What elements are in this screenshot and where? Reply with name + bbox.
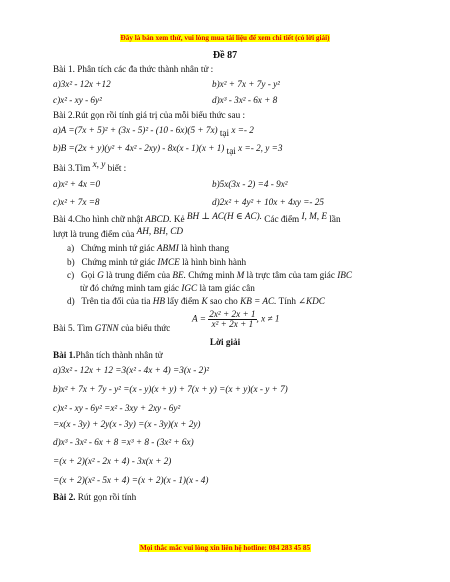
bai3-heading-text: Bài 3.Tìm [53, 163, 91, 173]
bai3-item-a: a)x² + 4x =0 [53, 179, 101, 189]
bai4-d-math4: ∠KDC [298, 296, 325, 306]
bai2-heading: Bài 2.Rút gọn rồi tính giá trị của mỗi biểu thức sau : [53, 110, 246, 120]
bai4-d-post2: sao cho [209, 296, 238, 306]
bai4-b-pre: Chứng minh tứ giác [81, 257, 156, 267]
bai3-item-c: c)x² + 7x =8 [53, 197, 100, 207]
bai4-perpendicular: BH ⊥ AC(H ∈ AC). [186, 211, 262, 221]
bai4-c-math3: M [236, 270, 245, 280]
bai4-intro2-text: lượt là trung điểm của [53, 229, 135, 239]
preview-notice-banner [0, 27, 450, 45]
bai2-b-expression: b)B =(2x + y)(y² + 4x² - 2xy) - 8x(x - 1)(x + 1) [53, 143, 225, 153]
sol1-line: =(x + 2)(x² - 2x + 4) - 3x(x + 2) [53, 456, 172, 466]
bai4-d-marker: d) [67, 296, 75, 306]
bai4-a-pre: Chứng minh tứ giác [81, 243, 155, 253]
bai1-heading: Bài 1. Phân tích các đa thức thành nhân tử : [53, 64, 214, 74]
bai5-heading-text: Bài 5. Tìm [53, 323, 93, 333]
bai4-item-d [67, 296, 325, 307]
bai4-intro-line2 [53, 226, 184, 240]
solution-title: Lời giải [209, 337, 241, 347]
bai4-d-math3: KB = AC. [240, 296, 277, 306]
bai2-item-a [53, 125, 254, 136]
bai1-item-c: c)x² - xy - 6y² [53, 95, 102, 105]
sol2-heading [53, 492, 136, 503]
sol1-heading-rest: Phân tích thành nhân tử [75, 350, 163, 360]
bai4-a-post: là hình thang [181, 243, 230, 253]
bai4-d-pre: Trên tia đối của tia [81, 296, 151, 306]
sol1-line: =x(x - 3y) + 2y(x - 3y) =(x - 3y)(x + 2y) [53, 419, 201, 429]
bai4-intro-text: Bài 4.Cho hình chữ nhật [53, 214, 143, 224]
bai4-item-b [67, 257, 246, 268]
bai1-item-b: b)x² + 7x + 7y - y² [212, 79, 280, 89]
bai4-ke: Kẻ [173, 214, 185, 224]
bai4-item-c [67, 270, 352, 281]
bai5-denominator: x² + 2x + 1 [211, 319, 254, 329]
bai4-d-post: lấy điểm [167, 296, 200, 306]
bai3-item-d: d)2x² + 4y² + 10x + 4xy =- 25 [212, 197, 324, 207]
bai4-item-a [67, 243, 229, 254]
bai2-a-expression: a)A =(7x + 5)² + (3x - 5)² - (10 - 6x)(5 + 7x) [53, 125, 218, 135]
hotline-banner [0, 537, 450, 555]
bai1-item-a: a)3x² - 12x +12 [53, 79, 111, 89]
bai3-heading-end: biết : [107, 163, 127, 173]
bai4-intro-line1 [53, 211, 341, 225]
bai5-lhs: A = [192, 313, 206, 324]
bai2-a-condition: x =- 2 [231, 125, 254, 135]
sol1-line: a)3x² - 12x + 12 =3(x² - 4x + 4) =3(x - 2)² [53, 365, 210, 375]
exam-title: Đề 87 [212, 50, 238, 61]
bai4-d-post3: Tính [278, 296, 296, 306]
bai2-b-condition: x =- 2, y =3 [238, 143, 283, 153]
bai3-heading [53, 159, 127, 174]
bai4-b-post: là hình bình hành [182, 257, 247, 267]
bai4-c-post2: Chứng minh [188, 270, 235, 280]
sol1-heading [53, 350, 163, 361]
bai3-vars: x, y [92, 159, 106, 169]
bai4-c-pre: Gọi [81, 270, 95, 280]
bai4-c2-post: là tam giác cân [199, 283, 255, 293]
sol1-line: c)x² - xy - 6y² =x² - 3xy + 2xy - 6y² [53, 403, 181, 413]
bai4-lan: lần [329, 214, 341, 224]
sol2-heading-rest: Rút gọn rồi tính [77, 492, 137, 502]
sol1-line: =(x + 2)(x² - 5x + 4) =(x + 2)(x - 1)(x - 4) [53, 475, 209, 485]
sol2-heading-label: Bài 2. [53, 492, 76, 502]
bai4-points: I, M, E [301, 211, 328, 221]
bai4-c-marker: c) [67, 270, 75, 280]
bai4-segments: AH, BH, CD [136, 226, 184, 236]
bai4-a-marker: a) [67, 243, 75, 253]
bai5-expression [192, 310, 279, 329]
bai2-item-b [53, 143, 282, 154]
bai5-heading [53, 323, 170, 334]
bai4-rect-name: ABCD. [145, 214, 172, 224]
sol1-heading-label: Bài 1. [53, 350, 76, 360]
hotline-text: Mọi thắc mắc vui lòng xin liên hệ hotline: 084 283 45 85 [139, 544, 311, 552]
bai4-a-math: ABMI [156, 243, 179, 253]
bai4-c-math: G [97, 270, 104, 280]
bai1-item-d: d)x³ - 3x² - 6x + 8 [212, 95, 278, 105]
bai2-a-tai: tại [219, 128, 230, 138]
bai5-numerator: 2x² + 2x + 1 [209, 309, 256, 319]
bai4-cac-diem: Các điểm [264, 214, 300, 224]
bai4-c-math2: BE. [172, 270, 186, 280]
bai4-item-c-cont [80, 283, 255, 294]
bai5-gtnn: GTNN [94, 323, 119, 333]
bai5-condition: , x ≠ 1 [256, 313, 280, 324]
bai4-c2-math: IGC [181, 283, 198, 293]
bai4-d-math2: K [201, 296, 208, 306]
bai4-d-math: HB [152, 296, 166, 306]
bai4-b-math: IMCE [157, 257, 180, 267]
sol1-line: b)x² + 7x + 7y - y² =(x - y)(x + y) + 7(x + y) =(x + y)(x - y + 7) [53, 384, 288, 394]
bai4-c2-pre: từ đó chứng minh tam giác [80, 283, 180, 293]
preview-notice-text: Đây là bản xem thử, vui lòng mua tài liệu để xem chi tiết (có lời giải) [120, 34, 330, 42]
bai2-b-tai: tại [226, 146, 236, 156]
bai3-item-b: b)5x(3x - 2) =4 - 9x² [212, 179, 288, 189]
bai5-heading-end: của biểu thức [121, 323, 171, 333]
bai4-c-math4: IBC [337, 270, 353, 280]
sol1-line: d)x³ - 3x² - 6x + 8 =x³ + 8 - (3x² + 6x) [53, 437, 194, 447]
bai4-b-marker: b) [67, 257, 75, 267]
bai4-c-post3: là trực tâm của tam giác [246, 270, 335, 280]
bai5-fraction [208, 310, 256, 329]
bai4-c-post: là trung điểm của [106, 270, 171, 280]
